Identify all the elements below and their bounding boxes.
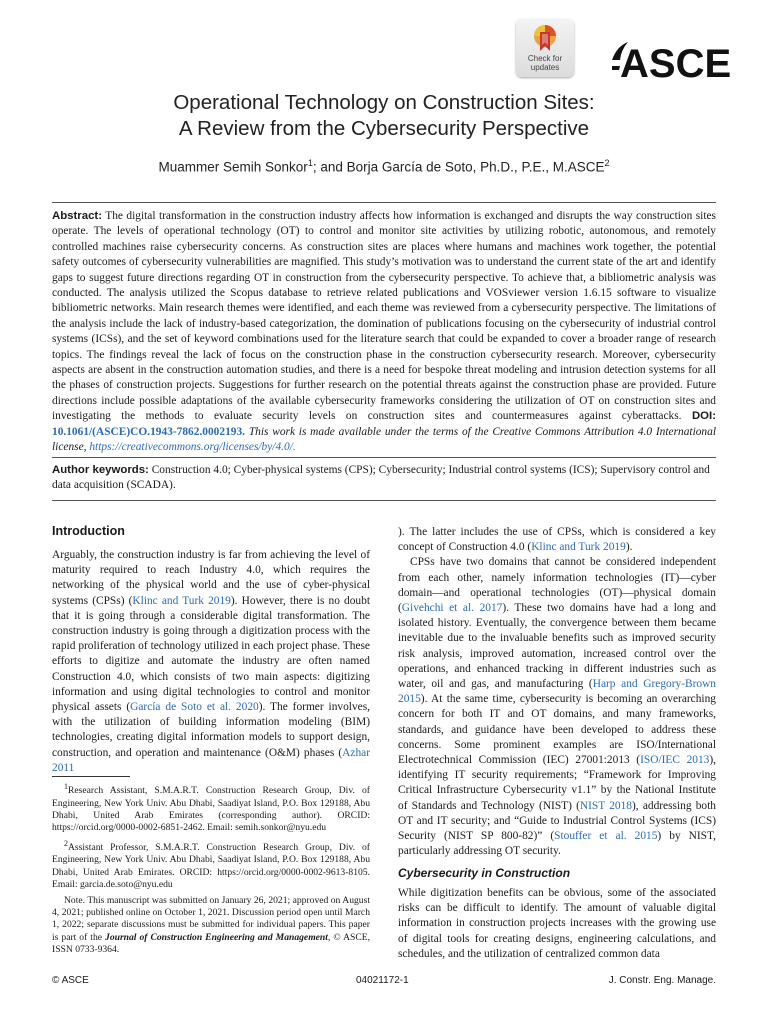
footer-journal-abbrev: J. Constr. Eng. Manage. (608, 975, 716, 986)
introduction-heading: Introduction (52, 524, 125, 538)
keywords-label: Author keywords: (52, 464, 149, 476)
footnote-2 (52, 838, 370, 892)
paper-title (0, 90, 768, 142)
footnote-1 (52, 781, 370, 835)
abstract-label: Abstract: (52, 210, 103, 222)
citation-link[interactable]: Azhar 2011 (52, 746, 370, 774)
cybersecurity-in-construction-heading: Cybersecurity in Construction (398, 866, 571, 880)
intro-paragraph-1 (52, 548, 371, 774)
doi-label: DOI: (691, 410, 716, 423)
author-1: Muammer Semih Sonkor (158, 159, 308, 175)
badge-line-1: Check for (527, 54, 563, 63)
divider-top (52, 202, 716, 203)
text-run: ), identifying IT security requirements; “Framework for Improving Critical Infrastructure Cybersecurity v1.1” by the National Institute of Standards and Technology (NIST) ( (398, 754, 717, 812)
title-line-2: A Review from the Cybersecurity Perspective (178, 117, 590, 140)
citation-link[interactable]: NIST 2018 (579, 799, 632, 812)
text-run: ). (625, 541, 633, 554)
footer-article-number: 04021172-1 (356, 975, 409, 986)
text-run: ). The former involves, with the utilization of building information modeling (BIM) technologies, creating digital information models to support design, construction, and operation and maintenance (O&M) phases ( (52, 701, 371, 759)
text-run: ). At the same time, cybersecurity is becoming an overarching concern for both IT and OT domains, and many frameworks, standards, and guidance have been developed to address these concerns. Some prominent examples are ISO/International Electrotechnical Commission (IEC) 27001:2013 ( (398, 693, 716, 767)
left-column-body (52, 548, 371, 774)
footnote-2-marker: 2 (64, 838, 68, 848)
cybersecurity-paragraph-1: While digitization benefits can be obvious, some of the associated risks can be difficult to identify. The amount of valuable digital information in construction projects increases with the growing use of digital tools for creating designs, engineering calculations, and schedules, and the utilization of centralized common data (398, 887, 716, 960)
check-for-updates-badge[interactable] (516, 19, 574, 77)
author-list (0, 158, 768, 175)
footnote-divider (52, 776, 130, 777)
footnote-1-marker: 1 (64, 782, 68, 791)
footer-copyright: © ASCE (52, 975, 89, 986)
journal-name: Journal of Construction Engineering and Management (105, 931, 328, 943)
manuscript-note (52, 895, 370, 957)
license-link[interactable]: https://creativecommons.org/licenses/by/4.0/. (89, 441, 296, 454)
intro-paragraph-1-continued (398, 525, 716, 555)
cybersecurity-section-body (398, 886, 716, 962)
right-column-body (398, 525, 716, 859)
citation-link[interactable]: Givehchi et al. 2017 (401, 602, 503, 615)
license-text: This work is made available under the terms of the Creative Commons Attribution 4.0 International license, (52, 425, 716, 454)
divider-bottom (52, 500, 716, 501)
abstract-text: The digital transformation in the construction industry affects how information is exchanged and disrupts the way construction sites operate. The levels of operational technology (OT) to control and monitor site activities by utilizing robotic, autonomous, and remotely controlled machines raise cybersecurity concerns. As construction sites are places where humans and machines work together, the potential safety outcomes of cybersecurity vulnerabilities are magnified. This study’s motivation was to understand the current state of the art and identify gaps to suggest future directions regarding OT in construction from the cybersecurity perspective. To achieve that, a bibliometric analysis was conducted. The analysis utilized the Scopus database to retrieve related publications and VOSviewer version 1.6.15 software to visualize bibliometric networks. Main research themes were identified, and each theme was reviewed from a cybersecurity perspective. The limitations of the analysis include the lack of industry-based categorization, the domination of publications focusing on the cybersecurity of industrial control systems (ICSs), and the set of keyword combinations used for the literature search that could be expanded to cover a broader range of research topics. The findings reveal the lack of focus on the construction phase in the construction cybersecurity research. Moreover, cybersecurity aspects are absent in the construction automation studies, and there is a need for bespoke threat modeling and intrusion detection systems for all the phases of construction projects. Suggestions for further research on the potential threats against the construction phase are provided. Future directions include possible adaptations of the available cybersecurity frameworks considering the utilization of OT on construction sites and investigating the methods to evaluate security levels on construction sites and countermeasures against cyberattacks. (52, 210, 716, 423)
citation-link[interactable]: García de Soto et al. 2020 (130, 701, 259, 714)
keywords-text: Construction 4.0; Cyber-physical systems (CPS); Cybersecurity; Industrial control systems (ICS); Supervisory control and data acquisition (SCADA). (52, 464, 710, 492)
asce-logo (612, 40, 732, 86)
asce-logo-text: ASCE (620, 42, 732, 86)
text-run: ). However, there is no doubt that it is going through a considerable digital transformation. The construction industry is going through a digitization process with the rapid proliferation of technology utilized in each project phase. These efforts to digitize and automate the industry are often named Construction 4.0, which consists of two main aspects: digitizing information and using digital technologies to control and monitor physical assets ( (52, 594, 370, 714)
text-run: ), addressing both OT and IT security; and “Guide to Industrial Control Systems (ICS) Security (NIST SP 800-82)” ( (398, 799, 716, 843)
citation-link[interactable]: Klinc and Turk 2019 (132, 594, 231, 607)
author-keywords (52, 463, 716, 494)
title-line-1: Operational Technology on Construction Sites: (173, 91, 595, 114)
note-text-end: , © ASCE, ISSN 0733-9364. (52, 931, 370, 956)
note-text: Note. This manuscript was submitted on January 26, 2021; approved on August 4, 2021; published online on October 1, 2021. Discussion period open until March 1, 2022; separate discussions must be submitted for individual papers. This paper is part of the (52, 894, 370, 943)
text-run: ). These two domains have had a long and isolated history. Eventually, the convergence between them became inevitable due to the invaluable benefits such as improved security risk analysis, improved automation, increased control over the operations, and enhanced tracking in different industries such as water, oil and gas, and manufacturing ( (398, 602, 716, 691)
footnote-1-text: Research Assistant, S.M.A.R.T. Construction Research Group, Div. of Engineering, New York Univ. Abu Dhabi, Saadiyat Island, P.O. Box 129188, Abu Dhabi, United Arab Emirates (corresponding author). ORCID: https://orcid.org/0000-0002-6851-2462. Email: semih.sonkor@nyu.edu (52, 785, 370, 834)
text-run: ) by NIST, particularly addressing OT security. (398, 830, 716, 858)
citation-link[interactable]: Klinc and Turk 2019 (531, 541, 626, 554)
text-run: Arguably, the construction industry is far from achieving the level of maturity required to reach Industry 4.0, which requires the networking of the physical world and the use of cyber-physical systems (CPSs) ( (52, 549, 370, 607)
bookmark-ribbon-icon (532, 24, 558, 54)
footnotes (52, 781, 370, 960)
text-run: CPSs have two domains that cannot be considered independent from each other, namely information technologies (IT)—cyber domain—and operational technologies (OT)—physical domain ( (398, 556, 716, 615)
author-2: ; and Borja García de Soto, Ph.D., P.E., M.ASCE (312, 159, 605, 175)
badge-line-2: updates (530, 62, 560, 72)
doi-link[interactable]: 10.1061/(ASCE)CO.1943-7862.0002193. (52, 425, 246, 438)
author-2-affiliation: 2 (604, 158, 610, 168)
citation-link[interactable]: Stouffer et al. 2015 (554, 830, 658, 843)
divider-keywords (52, 457, 716, 458)
author-1-affiliation: 1 (307, 158, 313, 168)
citation-link[interactable]: Harp and Gregory-Brown 2015 (398, 678, 716, 706)
text-run: ). The latter includes the use of CPSs, which is considered a key concept of Construction 4.0 ( (398, 526, 716, 554)
abstract (52, 209, 716, 456)
intro-paragraph-2 (398, 555, 716, 859)
citation-link[interactable]: ISO/IEC 2013 (640, 754, 710, 767)
footnote-2-text: Assistant Professor, S.M.A.R.T. Construction Research Group, Div. of Engineering, New York Univ. Abu Dhabi, Saadiyat Island, P.O. Box 129188, Abu Dhabi, United Arab Emirates. ORCID: https://orcid.org/0000-0002-9613-8105. Email: garcia.de.soto@nyu.edu (52, 842, 370, 891)
